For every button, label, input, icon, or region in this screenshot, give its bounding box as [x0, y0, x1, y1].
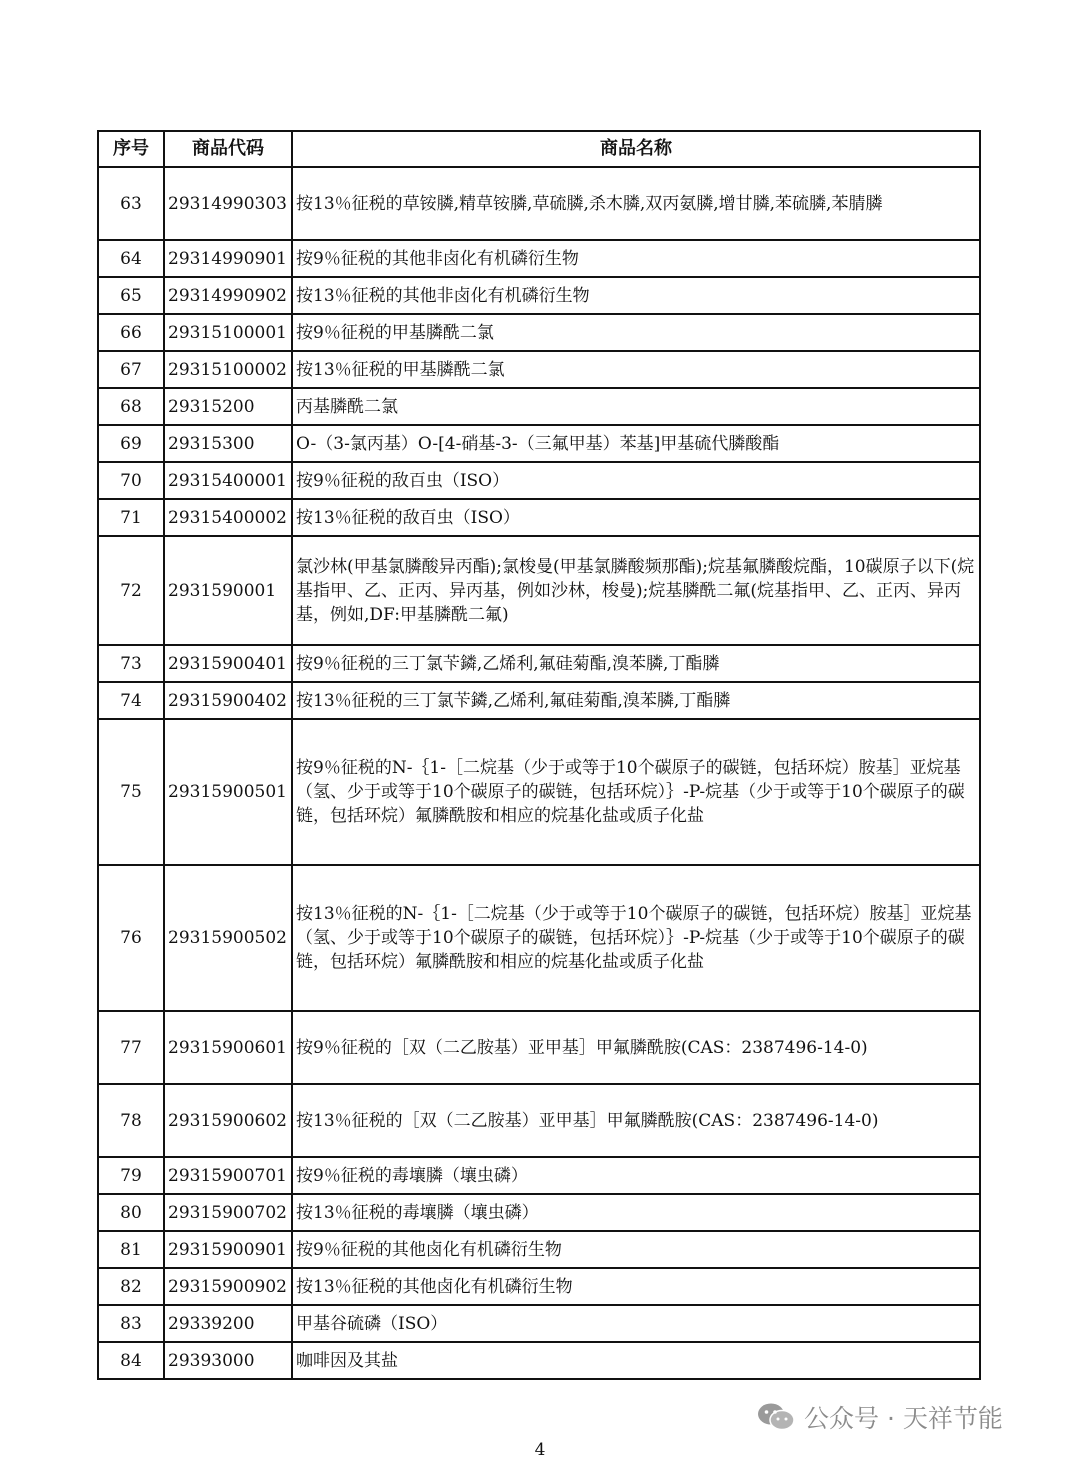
commodity-name: 甲基谷硫磷（ISO）	[292, 1305, 980, 1342]
commodity-code: 29315200	[164, 388, 292, 425]
commodity-name: 按9％征税的甲基膦酰二氯	[292, 314, 980, 351]
commodity-code: 29315900402	[164, 682, 292, 719]
table-row	[98, 1231, 980, 1268]
serial-number: 64	[98, 240, 164, 277]
serial-number: 73	[98, 645, 164, 682]
table-row	[98, 314, 980, 351]
serial-number: 72	[98, 536, 164, 645]
commodity-code: 29315400002	[164, 499, 292, 536]
commodity-name: 丙基膦酰二氯	[292, 388, 980, 425]
commodity-name: 按13％征税的［双（二乙胺基）亚甲基］甲氟膦酰胺(CAS：2387496-14-0)	[292, 1084, 980, 1157]
commodity-code: 29315100002	[164, 351, 292, 388]
serial-number: 78	[98, 1084, 164, 1157]
goods-table	[97, 130, 981, 1380]
commodity-name: 按13％征税的三丁氯苄鏻,乙烯利,氟硅菊酯,溴苯膦,丁酯膦	[292, 682, 980, 719]
table-row	[98, 719, 980, 865]
commodity-code: 2931590001	[164, 536, 292, 645]
serial-number: 77	[98, 1011, 164, 1084]
commodity-name: 按13％征税的N-｛1-［二烷基（少于或等于10个碳原子的碳链，包括环烷）胺基］亚烷基（氢、少于或等于10个碳原子的碳链，包括环烷）｝-P-烷基（少于或等于10个碳原子的碳链，包括环烷）氟膦酰胺和相应的烷基化盐或质子化盐	[292, 865, 980, 1011]
serial-number: 65	[98, 277, 164, 314]
table-row	[98, 462, 980, 499]
commodity-name: 按13％征税的甲基膦酰二氯	[292, 351, 980, 388]
commodity-code: 29339200	[164, 1305, 292, 1342]
commodity-code: 29314990303	[164, 167, 292, 240]
commodity-name: 按9％征税的［双（二乙胺基）亚甲基］甲氟膦酰胺(CAS：2387496-14-0)	[292, 1011, 980, 1084]
table-row	[98, 388, 980, 425]
commodity-code: 29315900401	[164, 645, 292, 682]
serial-number: 75	[98, 719, 164, 865]
table-row	[98, 277, 980, 314]
commodity-code: 29315900701	[164, 1157, 292, 1194]
commodity-name: 按13％征税的草铵膦,精草铵膦,草硫膦,杀木膦,双丙氨膦,增甘膦,苯硫膦,苯腈膦	[292, 167, 980, 240]
commodity-name: 按13％征税的毒壤膦（壤虫磷）	[292, 1194, 980, 1231]
serial-number: 71	[98, 499, 164, 536]
commodity-code: 29315900901	[164, 1231, 292, 1268]
commodity-name: 按13％征税的敌百虫（ISO）	[292, 499, 980, 536]
commodity-code: 29315900702	[164, 1194, 292, 1231]
table-row	[98, 351, 980, 388]
commodity-name: 按9％征税的N-｛1-［二烷基（少于或等于10个碳原子的碳链，包括环烷）胺基］亚烷基（氢、少于或等于10个碳原子的碳链，包括环烷）｝-P-烷基（少于或等于10个碳原子的碳链，包括环烷）氟膦酰胺和相应的烷基化盐或质子化盐	[292, 719, 980, 865]
commodity-name: 按9％征税的其他非卤化有机磷衍生物	[292, 240, 980, 277]
commodity-code: 29315900602	[164, 1084, 292, 1157]
commodity-name: O-（3-氯丙基）O-[4-硝基-3-（三氟甲基）苯基]甲基硫代膦酸酯	[292, 425, 980, 462]
header-serial-number: 序号	[98, 131, 164, 167]
table-row	[98, 1194, 980, 1231]
serial-number: 76	[98, 865, 164, 1011]
serial-number: 69	[98, 425, 164, 462]
commodity-name: 按13％征税的其他卤化有机磷衍生物	[292, 1268, 980, 1305]
header-commodity-name: 商品名称	[292, 131, 980, 167]
table-row	[98, 1011, 980, 1084]
table-row	[98, 1268, 980, 1305]
serial-number: 82	[98, 1268, 164, 1305]
commodity-code: 29315400001	[164, 462, 292, 499]
serial-number: 67	[98, 351, 164, 388]
serial-number: 81	[98, 1231, 164, 1268]
table-header-row	[98, 131, 980, 167]
serial-number: 68	[98, 388, 164, 425]
serial-number: 70	[98, 462, 164, 499]
commodity-name: 咖啡因及其盐	[292, 1342, 980, 1379]
page-number: 4	[534, 1440, 546, 1460]
serial-number: 74	[98, 682, 164, 719]
commodity-name: 按13％征税的其他非卤化有机磷衍生物	[292, 277, 980, 314]
table-row	[98, 240, 980, 277]
commodity-code: 29314990902	[164, 277, 292, 314]
table-row	[98, 1157, 980, 1194]
commodity-code: 29315900501	[164, 719, 292, 865]
serial-number: 80	[98, 1194, 164, 1231]
commodity-code: 29315100001	[164, 314, 292, 351]
commodity-name: 氯沙林(甲基氯膦酸异丙酯);氯梭曼(甲基氯膦酸频那酯);烷基氟膦酸烷酯，10碳原子以下(烷基指甲、乙、正丙、异丙基，例如沙林，梭曼);烷基膦酰二氟(烷基指甲、乙、正丙、异丙基，例如,DF:甲基膦酰二氟)	[292, 536, 980, 645]
commodity-code: 29314990901	[164, 240, 292, 277]
wechat-icon	[756, 1402, 796, 1432]
commodity-name: 按9％征税的毒壤膦（壤虫磷）	[292, 1157, 980, 1194]
serial-number: 84	[98, 1342, 164, 1379]
commodity-code: 29393000	[164, 1342, 292, 1379]
commodity-code: 29315900601	[164, 1011, 292, 1084]
commodity-name: 按9％征税的其他卤化有机磷衍生物	[292, 1231, 980, 1268]
table-row	[98, 425, 980, 462]
serial-number: 63	[98, 167, 164, 240]
table-row	[98, 1305, 980, 1342]
serial-number: 66	[98, 314, 164, 351]
table-row	[98, 167, 980, 240]
table-row	[98, 1342, 980, 1379]
table-row	[98, 645, 980, 682]
commodity-name: 按9％征税的敌百虫（ISO）	[292, 462, 980, 499]
table-row	[98, 865, 980, 1011]
table-row	[98, 682, 980, 719]
account-watermark	[756, 1402, 1003, 1432]
table-row	[98, 1084, 980, 1157]
header-commodity-code: 商品代码	[164, 131, 292, 167]
watermark-text: 公众号 · 天祥节能	[804, 1404, 1003, 1433]
commodity-code: 29315300	[164, 425, 292, 462]
commodity-code: 29315900502	[164, 865, 292, 1011]
serial-number: 83	[98, 1305, 164, 1342]
serial-number: 79	[98, 1157, 164, 1194]
commodity-name: 按9％征税的三丁氯苄鏻,乙烯利,氟硅菊酯,溴苯膦,丁酯膦	[292, 645, 980, 682]
table-row	[98, 499, 980, 536]
commodity-code: 29315900902	[164, 1268, 292, 1305]
table-row	[98, 536, 980, 645]
